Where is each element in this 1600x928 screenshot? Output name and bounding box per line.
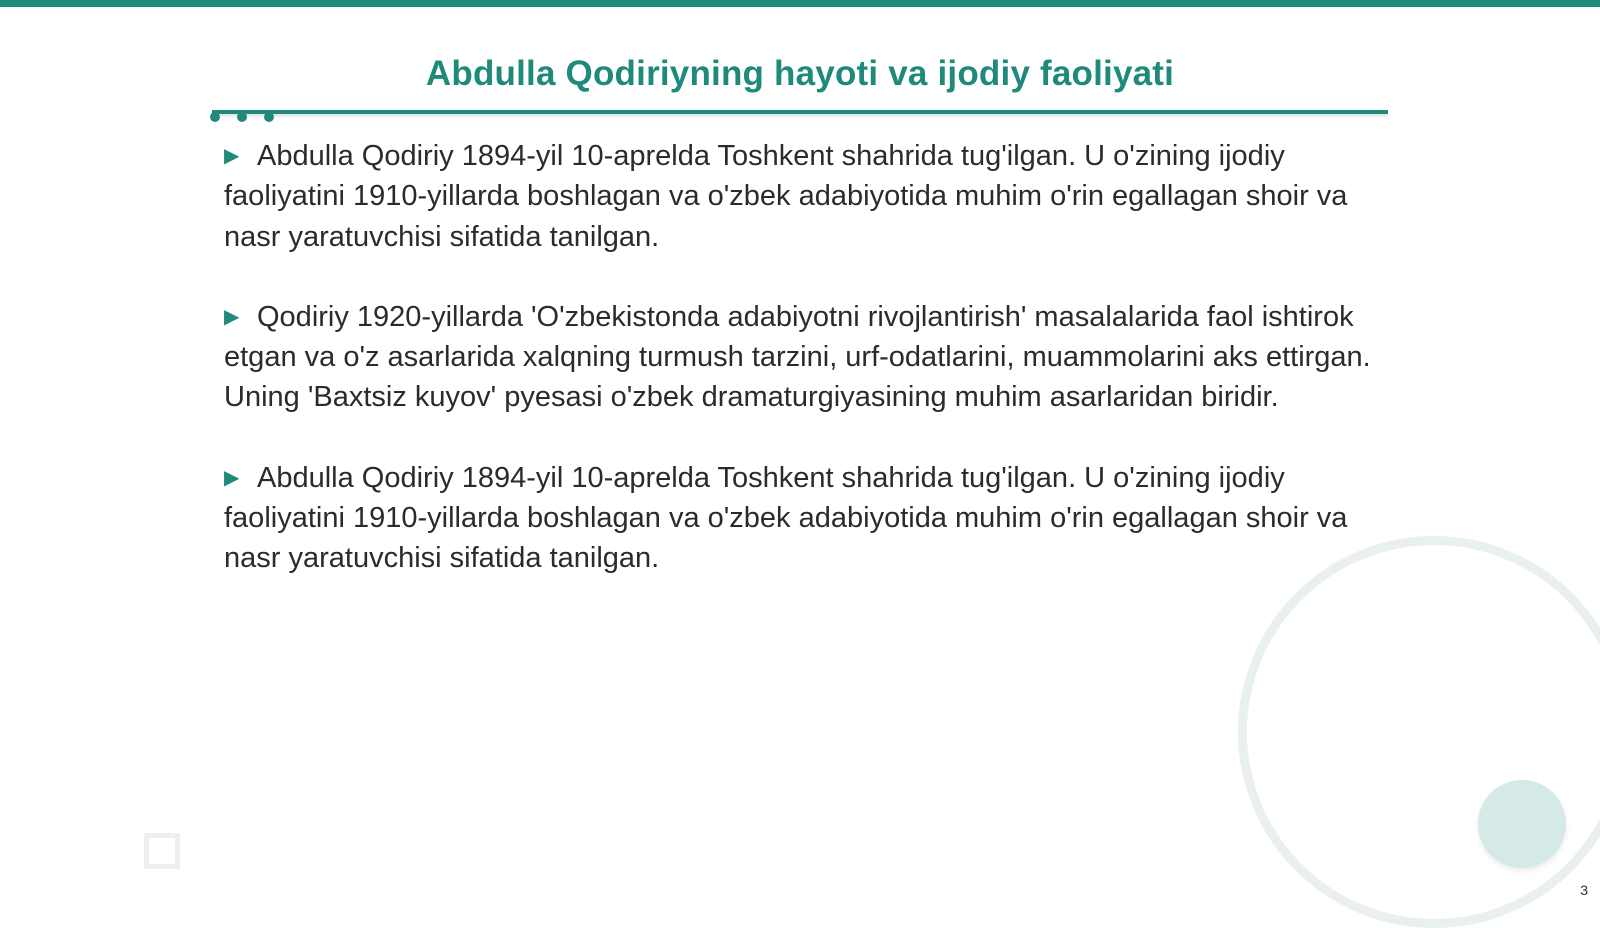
arrow-bullet-icon: ▶ bbox=[224, 466, 240, 489]
decor-circle bbox=[1478, 780, 1566, 868]
bullet-list bbox=[224, 136, 1384, 619]
bullet-item bbox=[224, 458, 1384, 579]
bullet-item bbox=[224, 136, 1384, 257]
page-number: 3 bbox=[1580, 882, 1588, 898]
bullet-text: Abdulla Qodiriy 1894-yil 10-aprelda Toshkent shahrida tug'ilgan. U o'zining ijodiy faoliyatini 1910-yillarda boshlagan va o'zbek adabiyotida muhim o'rin egallagan shoir va nasr yaratuvchisi sifatida tanilgan. bbox=[224, 461, 1348, 575]
bullet-text: Abdulla Qodiriy 1894-yil 10-aprelda Toshkent shahrida tug'ilgan. U o'zining ijodiy faoliyatini 1910-yillarda boshlagan va o'zbek adabiyotida muhim o'rin egallagan shoir va nasr yaratuvchisi sifatida tanilgan. bbox=[224, 140, 1348, 253]
arrow-bullet-icon: ▶ bbox=[224, 305, 240, 328]
decor-dot bbox=[264, 112, 274, 122]
bullet-item bbox=[224, 297, 1384, 418]
decor-dot bbox=[210, 112, 220, 122]
slide-title: Abdulla Qodiriyning hayoti va ijodiy faoliyati bbox=[425, 54, 1175, 93]
top-accent-bar bbox=[0, 0, 1600, 7]
title-underline bbox=[212, 110, 1388, 114]
arrow-bullet-icon: ▶ bbox=[224, 145, 240, 167]
decor-square bbox=[144, 833, 180, 869]
bullet-text: Qodiriy 1920-yillarda 'O'zbekistonda adabiyotni rivojlantirish' masalalarida faol ishtirok etgan va o'z asarlarida xalqning turmush tarzini, urf-odatlarini, muammolarini aks ettirgan. Uning 'Baxtsiz kuyov' pyesasi o'zbek dramaturgiyasining muhim asarlaridan biridir. bbox=[224, 300, 1371, 414]
decor-dot bbox=[237, 112, 247, 122]
decor-ring bbox=[1238, 536, 1600, 928]
